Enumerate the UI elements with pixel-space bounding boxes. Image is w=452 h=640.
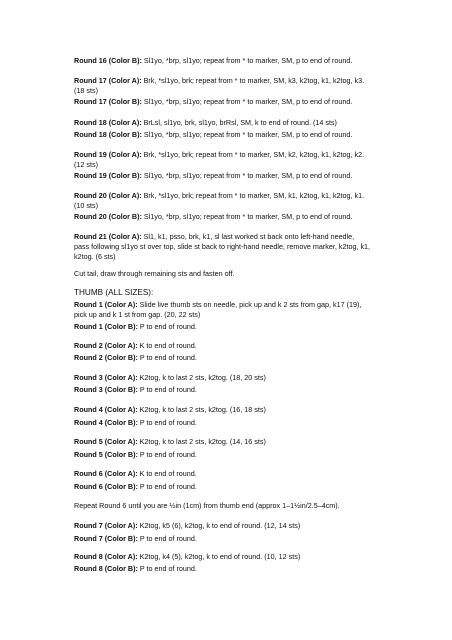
thumb-round-7-color-a bbox=[74, 521, 386, 531]
instruction-line: pick up and k 1 st from gap. (20, 22 sts) bbox=[74, 310, 201, 319]
fasten-off-note bbox=[74, 269, 386, 279]
thumb-round-8-color-b bbox=[74, 564, 386, 574]
instruction-text: Sl1yo, *brp, sl1yo; repeat from * to marker, SM, p to end of round. bbox=[141, 212, 353, 221]
instruction-line: pass following sl1yo st over top, slide st back to right-hand needle, remove marker, k2tog, k1, bbox=[74, 242, 371, 251]
instruction-text: P to end of round. bbox=[137, 564, 197, 573]
round-label: Round 19 (Color A): bbox=[74, 150, 142, 159]
instruction-line bbox=[74, 118, 386, 128]
instruction-line bbox=[74, 564, 386, 574]
thumb-round-4-color-a bbox=[74, 405, 386, 415]
instruction-text: Sl1yo, *brp, sl1yo; repeat from * to marker, SM, p to end of round. bbox=[141, 56, 353, 65]
round-label: Round 3 (Color A): bbox=[74, 373, 138, 382]
round-label: Round 19 (Color B): bbox=[74, 171, 142, 180]
round-label: Round 4 (Color A): bbox=[74, 405, 138, 414]
round-19-color-b bbox=[74, 171, 386, 181]
instruction-line bbox=[74, 373, 386, 383]
instruction-line bbox=[74, 385, 386, 395]
instruction-text: K to end of round. bbox=[137, 469, 197, 478]
instruction-line: Cut tail, draw through remaining sts and fasten off. bbox=[74, 269, 235, 278]
instruction-text: P to end of round. bbox=[137, 385, 197, 394]
thumb-round-6-color-b bbox=[74, 482, 386, 492]
thumb-round-1-color-a bbox=[74, 300, 386, 320]
instruction-text: K2tog, k5 (6), k2tog, k to end of round. (12, 14 sts) bbox=[137, 521, 301, 530]
round-label: Round 5 (Color B): bbox=[74, 450, 138, 459]
instruction-text: K2tog, k to last 2 sts, k2tog. (16, 18 sts) bbox=[137, 405, 266, 414]
round-label: Round 7 (Color A): bbox=[74, 521, 138, 530]
instruction-text: Brk, *sl1yo, brk; repeat from * to marker, SM, k3, k2tog, k1, k2tog, k3. bbox=[141, 76, 365, 85]
instruction-line bbox=[74, 469, 386, 479]
instruction-text: BrLsl, sl1yo, brk, sl1yo, brRsl, SM, k to end of round. (14 sts) bbox=[141, 118, 337, 127]
instruction-line bbox=[74, 353, 386, 363]
instruction-text: K2tog, k to last 2 sts, k2tog. (14, 16 sts) bbox=[137, 437, 266, 446]
thumb-round-4-color-b bbox=[74, 418, 386, 428]
instruction-line bbox=[74, 97, 386, 107]
instruction-line bbox=[74, 322, 386, 332]
instruction-line bbox=[74, 130, 386, 140]
instruction-line bbox=[74, 150, 386, 160]
instruction-line bbox=[74, 171, 386, 181]
round-label: Round 6 (Color A): bbox=[74, 469, 138, 478]
instruction-line bbox=[74, 300, 386, 310]
round-label: Round 20 (Color A): bbox=[74, 191, 142, 200]
round-label: Round 16 (Color B): bbox=[74, 56, 142, 65]
instruction-line bbox=[74, 341, 386, 351]
round-label: Round 18 (Color A): bbox=[74, 118, 142, 127]
round-18-color-a bbox=[74, 118, 386, 128]
instruction-text: P to end of round. bbox=[137, 482, 197, 491]
instruction-line bbox=[74, 482, 386, 492]
round-label: Round 3 (Color B): bbox=[74, 385, 138, 394]
round-label: Round 17 (Color A): bbox=[74, 76, 142, 85]
instruction-text: Sl1yo, *brp, sl1yo; repeat from * to marker, SM, p to end of round. bbox=[141, 130, 353, 139]
round-label: Round 18 (Color B): bbox=[74, 130, 142, 139]
instruction-text: K2tog, k to last 2 sts, k2tog. (18, 20 sts) bbox=[137, 373, 266, 382]
instruction-line bbox=[74, 450, 386, 460]
round-label: Round 1 (Color A): bbox=[74, 300, 138, 309]
round-16-color-b bbox=[74, 56, 386, 66]
round-label: Round 7 (Color B): bbox=[74, 534, 138, 543]
instruction-line bbox=[74, 418, 386, 428]
instruction-text: K to end of round. bbox=[137, 341, 197, 350]
round-label: Round 1 (Color B): bbox=[74, 322, 138, 331]
thumb-round-2-color-a bbox=[74, 341, 386, 351]
round-20-color-a bbox=[74, 191, 386, 211]
thumb-round-5-color-a bbox=[74, 437, 386, 447]
instruction-line: (18 sts) bbox=[74, 86, 98, 95]
round-label: Round 20 (Color B): bbox=[74, 212, 142, 221]
repeat-note bbox=[74, 501, 386, 511]
instruction-line bbox=[74, 521, 386, 531]
instruction-text: P to end of round. bbox=[137, 418, 197, 427]
round-label: Round 21 (Color A): bbox=[74, 232, 142, 241]
round-17-color-a bbox=[74, 76, 386, 96]
thumb-round-3-color-b bbox=[74, 385, 386, 395]
instruction-text: P to end of round. bbox=[137, 450, 197, 459]
instruction-text: P to end of round. bbox=[137, 322, 197, 331]
round-19-color-a bbox=[74, 150, 386, 170]
thumb-round-7-color-b bbox=[74, 534, 386, 544]
round-label: Round 17 (Color B): bbox=[74, 97, 142, 106]
instruction-text: P to end of round. bbox=[137, 353, 197, 362]
instruction-line bbox=[74, 232, 386, 242]
thumb-heading bbox=[74, 287, 386, 298]
section-heading: THUMB (ALL SIZES): bbox=[74, 288, 154, 297]
instruction-text: K2tog, k4 (5), k2tog, k to end of round. (10, 12 sts) bbox=[137, 552, 301, 561]
instruction-text: Sl1, k1, psso, brk, k1, sl last worked st back onto left-hand needle, bbox=[141, 232, 355, 241]
instruction-line bbox=[74, 552, 386, 562]
round-label: Round 2 (Color B): bbox=[74, 353, 138, 362]
instruction-line bbox=[74, 405, 386, 415]
instruction-text: Brk, *sl1yo, brk; repeat from * to marker, SM, k1, k2tog, k1, k2tog, k1. bbox=[141, 191, 365, 200]
round-18-color-b bbox=[74, 130, 386, 140]
instruction-line bbox=[74, 191, 386, 201]
round-label: Round 5 (Color A): bbox=[74, 437, 138, 446]
thumb-round-2-color-b bbox=[74, 353, 386, 363]
instruction-text: P to end of round. bbox=[137, 534, 197, 543]
instruction-line bbox=[74, 534, 386, 544]
instruction-line bbox=[74, 437, 386, 447]
instruction-text: Brk, *sl1yo, brk; repeat from * to marker, SM, k2, k2tog, k1, k2tog, k2. bbox=[141, 150, 365, 159]
round-17-color-b bbox=[74, 97, 386, 107]
thumb-round-8-color-a bbox=[74, 552, 386, 562]
round-label: Round 8 (Color B): bbox=[74, 564, 138, 573]
round-label: Round 8 (Color A): bbox=[74, 552, 138, 561]
instruction-line: (10 sts) bbox=[74, 201, 98, 210]
round-21-color-a bbox=[74, 232, 386, 262]
instruction-text: Sl1yo, *brp, sl1yo; repeat from * to marker, SM, p to end of round. bbox=[141, 97, 353, 106]
thumb-round-6-color-a bbox=[74, 469, 386, 479]
instruction-line bbox=[74, 76, 386, 86]
round-20-color-b bbox=[74, 212, 386, 222]
round-label: Round 6 (Color B): bbox=[74, 482, 138, 491]
instruction-line bbox=[74, 212, 386, 222]
instruction-line: k2tog. (6 sts) bbox=[74, 252, 116, 261]
thumb-round-3-color-a bbox=[74, 373, 386, 383]
instruction-line: Repeat Round 6 until you are ½in (1cm) from thumb end (approx 1–1½in/2.5–4cm). bbox=[74, 501, 340, 510]
instruction-text: Sl1yo, *brp, sl1yo; repeat from * to marker, SM, p to end of round. bbox=[141, 171, 353, 180]
round-label: Round 2 (Color A): bbox=[74, 341, 138, 350]
instruction-line: (12 sts) bbox=[74, 160, 98, 169]
thumb-round-5-color-b bbox=[74, 450, 386, 460]
instruction-line bbox=[74, 56, 386, 66]
round-label: Round 4 (Color B): bbox=[74, 418, 138, 427]
instruction-text: Slide live thumb sts on needle, pick up and k 2 sts from gap, k17 (19), bbox=[137, 300, 362, 309]
thumb-round-1-color-b bbox=[74, 322, 386, 332]
